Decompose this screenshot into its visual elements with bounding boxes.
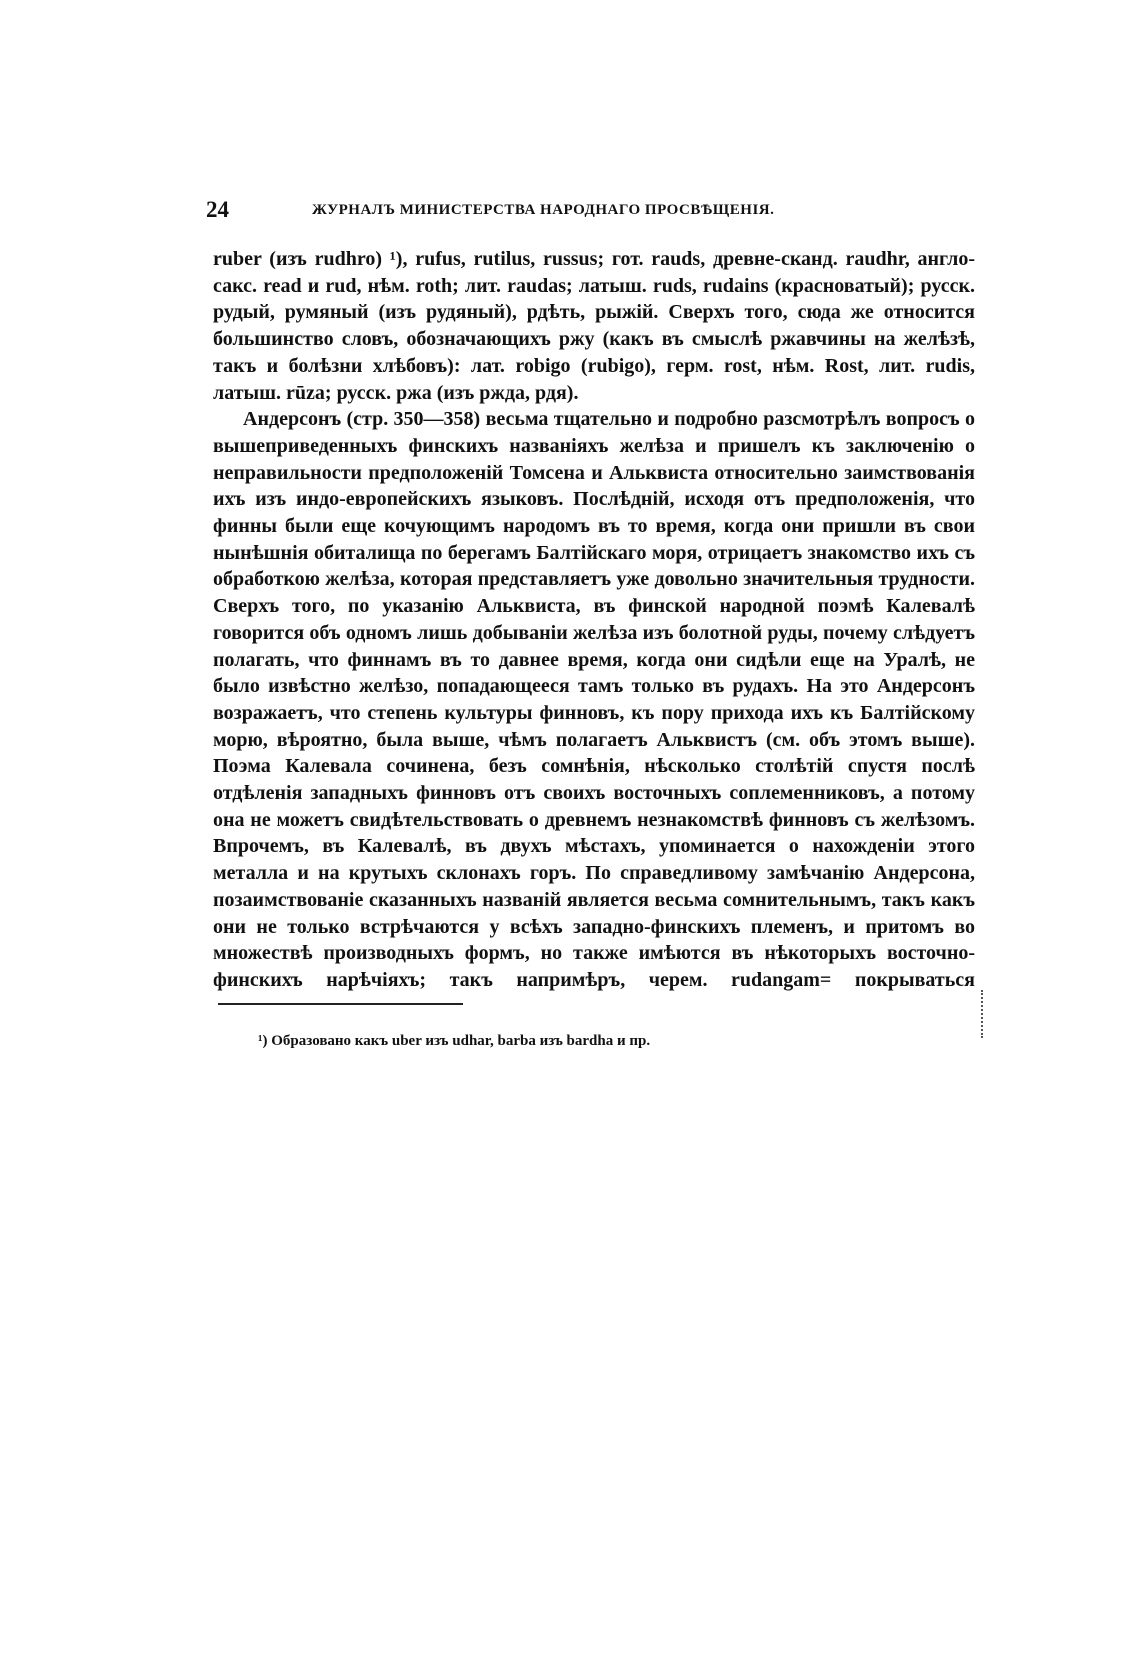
paragraph-1: ruber (изъ rudhro) ¹), rufus, rutilus, russus; гот. rauds, древне-сканд. raudhr, англо-сакс. read и rud, нѣм. roth; лит. raudas; латыш. ruds, rudains (красноватый); русск. рудый, румяный (изъ рудяный), рдѣть, рыжій. Сверхъ того, сюда же относится большинство словъ, обозначающихъ ржу (какъ въ смыслѣ ржавчины на желѣзѣ, такъ и болѣзни хлѣбовъ): лат. robigo (rubigo), герм. rost, нѣм. Rost, лит. rudis, латыш. rūza; русск. ржа (изъ ржда, рдя). [213, 248, 975, 404]
footnote-separator [218, 1003, 463, 1005]
page-number: 24 [206, 197, 229, 222]
page-header [206, 197, 976, 227]
paragraph-2: Андерсонъ (стр. 350—358) весьма тщательно и подробно разсмотрѣлъ вопросъ о вышеприведенныхъ финскихъ названіяхъ желѣза и пришелъ къ заключенію о неправильности предположеній Томсена и Альквиста относительно заимствованія ихъ изъ индо-европейскихъ языковъ. Послѣдній, исходя отъ предположенія, что финны были еще кочующимъ народомъ въ то время, когда они пришли въ свои нынѣшнія обиталища по берегамъ Балтійскаго моря, отрицаетъ знакомство ихъ съ обработкою желѣза, которая представляетъ уже довольно значительныя трудности. Сверхъ того, по указанію Альквиста, въ финской народной поэмѣ Калевалѣ говорится объ одномъ лишь добываніи желѣза изъ болотной руды, почему слѣдуетъ полагать, что финнамъ въ то давнее время, когда они сидѣли еще на Уралѣ, не было извѣстно желѣзо, попадающееся тамъ только въ рудахъ. На это Андерсонъ возражаетъ, что степень культуры финновъ, къ пору прихода ихъ къ Балтійскому морю, вѣроятно, была выше, чѣмъ полагаетъ Альквистъ (см. объ этомъ выше). Поэма Калевала сочинена, безъ сомнѣнія, нѣсколько столѣтій спустя послѣ отдѣленія западныхъ финновъ отъ своихъ восточныхъ соплеменниковъ, а потому она не можетъ свидѣтельствовать о древнемъ незнакомствѣ финновъ съ желѣзомъ. Впрочемъ, въ Калевалѣ, въ двухъ мѣстахъ, упоминается о нахожденіи этого металла и на крутыхъ склонахъ горъ. По справедливому замѣчанію Андерсона, позаимствованіе сказанныхъ названій является весьма сомнительнымъ, такъ какъ они не только встрѣчаются у всѣхъ западно-финскихъ племенъ, и притомъ во множествѣ производныхъ формъ, но также имѣются въ нѣкоторыхъ восточно-финскихъ нарѣчіяхъ; такъ напримѣръ, черем. rudangam= покрываться [213, 408, 975, 991]
running-head: ЖУРНАЛЪ МИНИСТЕРСТВА НАРОДНАГО ПРОСВѢЩЕНІЯ. [312, 202, 775, 218]
body-text [213, 246, 975, 991]
margin-dots [981, 990, 987, 1038]
footnote: ¹) Образовано какъ uber изъ udhar, barba изъ bardha и пр. [258, 1033, 651, 1049]
